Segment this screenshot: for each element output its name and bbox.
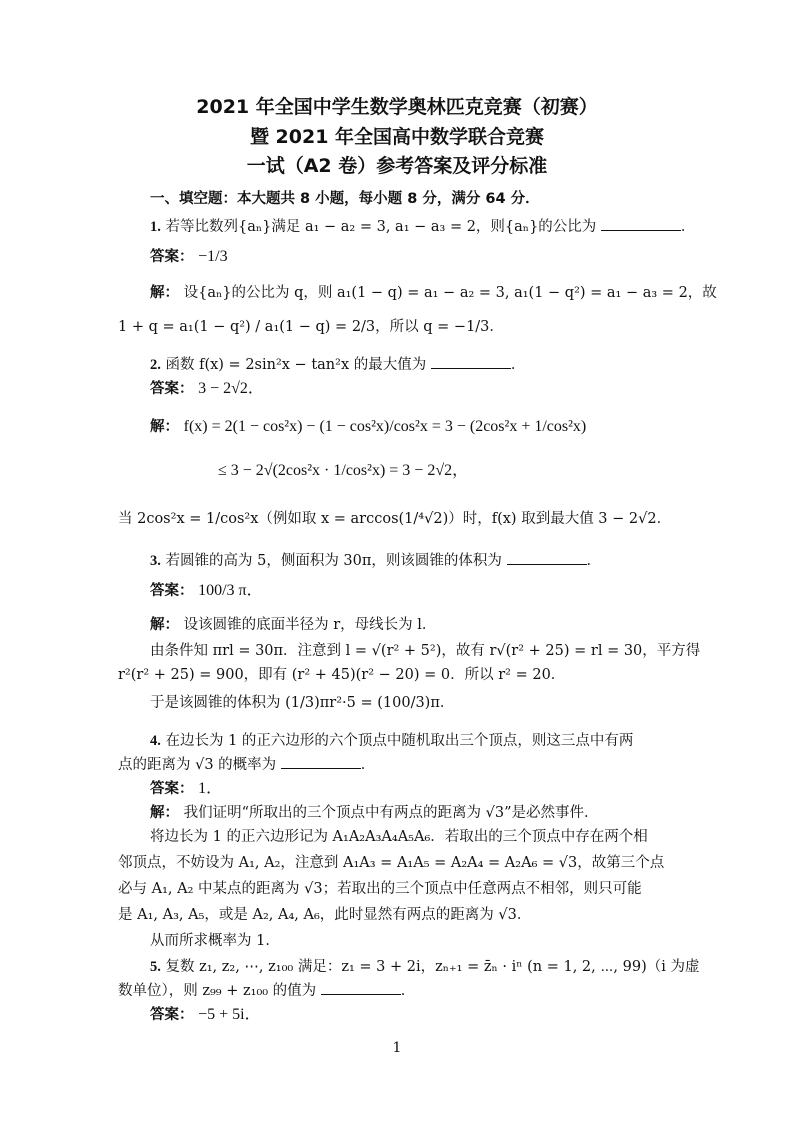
- q3-solution-1: [150, 614, 436, 636]
- q3-solution-3: r²(r² + 25) = 900，即有 (r² + 45)(r² − 20) = 0．所以 r² = 20．: [118, 667, 566, 683]
- q4-solution-4: 必与 A₁, A₂ 中某点的距离为 √3；若取出的三个顶点中任意两点不相邻，则只可能: [118, 881, 642, 897]
- answer-label: 答案：: [150, 381, 194, 397]
- title-line-2: 暨 2021 年全国高中数学联合竞赛: [249, 126, 545, 148]
- answer-label: 答案：: [150, 249, 194, 265]
- q1-answer-line: [150, 246, 228, 268]
- q2-solution-text-2: ≤ 3 − 2√(2cos²x · 1/cos²x) = 3 − 2√2，: [218, 462, 469, 479]
- q5-text-1: 复数 z₁, z₂, ⋯, z₁₀₀ 满足：z₁ = 3 + 2i，zₙ₊₁ = z̄ₙ · iⁿ (n = 1, 2, ⋯, 99)（i 为虚: [165, 959, 700, 975]
- q3-stem: 3. 若圆锥的高为 5，侧面积为 30π，则该圆锥的体积为 ．: [150, 550, 601, 572]
- q4-answer-line: [150, 778, 222, 800]
- solution-label: 解：: [150, 419, 179, 435]
- q4-solution-5: 是 A₁, A₃, A₅，或是 A₂, A₄, A₆，此时显然有两点的距离为 √3．: [118, 907, 532, 923]
- q4-blank: [281, 754, 361, 769]
- q5-number: 5.: [150, 959, 161, 975]
- q4-solution-6: 从而所求概率为 1．: [150, 933, 280, 949]
- solution-label: 解：: [150, 285, 179, 301]
- q4-text-2: 点的距离为 √3 的概率为: [118, 757, 277, 773]
- q4-solution-1: [150, 802, 599, 824]
- q4-stem-1: [150, 730, 633, 752]
- q4-stem-2: 点的距离为 √3 的概率为 ．: [118, 754, 375, 776]
- q2-solution-text-3: 当 2cos²x = 1/cos²x（例如取 x = arccos(1/⁴√2)）时，f(x) 取到最大值 3 − 2√2．: [118, 511, 672, 527]
- q3-solution-2: 由条件知 πrl = 30π．注意到 l = √(r² + 5²)，故有 r√(r² + 25) = rl = 30，平方得: [150, 643, 701, 659]
- q3-solution-4: 于是该圆锥的体积为 (1/3)πr²·5 = (100/3)π．: [150, 695, 455, 711]
- q1-text: 若等比数列{aₙ}满足 a₁ − a₂ = 3, a₁ − a₃ = 2，则{aₙ}的公比为: [165, 219, 597, 235]
- q1-stem: 1. 若等比数列{aₙ}满足 a₁ − a₂ = 3, a₁ − a₃ = 2，则{aₙ}的公比为 ．: [150, 216, 695, 238]
- solution-label: 解：: [150, 805, 179, 821]
- q2-number: 2.: [150, 357, 161, 373]
- q3-answer-line: [150, 580, 263, 602]
- title-line-1: 2021 年全国中学生数学奥林匹克竞赛（初赛）: [196, 96, 598, 118]
- q4-solution-3: 邻顶点，不妨设为 A₁, A₂，注意到 A₁A₃ = A₁A₅ = A₂A₄ = A₂A₆ = √3，故第三个点: [118, 855, 665, 871]
- q3-text: 若圆锥的高为 5，侧面积为 30π，则该圆锥的体积为: [165, 553, 502, 569]
- q2-text: 函数 f(x) = 2sin²x − tan²x 的最大值为: [165, 357, 427, 373]
- q3-answer: 100/3 π．: [198, 582, 263, 599]
- q5-answer-line: [150, 1004, 261, 1026]
- q4-solution-text-1: 我们证明“所取出的三个顶点中有两点的距离为 √3”是必然事件．: [183, 805, 599, 821]
- q1-blank: [601, 216, 681, 231]
- q4-solution-2: 将边长为 1 的正六边形记为 A₁A₂A₃A₄A₅A₆．若取出的三个顶点中存在两个相: [150, 829, 648, 845]
- section-heading: [150, 188, 540, 210]
- section-heading-text: 一、填空题：本大题共 8 小题，每小题 8 分，满分 64 分．: [150, 191, 540, 207]
- solution-label: 解：: [150, 617, 179, 633]
- q4-text-1: 在边长为 1 的正六边形的六个顶点中随机取出三个顶点，则这三点中有两: [165, 733, 634, 749]
- q5-blank: [321, 980, 401, 995]
- q3-blank: [507, 550, 587, 565]
- q5-stem-1: [150, 956, 700, 978]
- q3-solution-text-1: 设该圆锥的底面半径为 r，母线长为 l．: [183, 617, 437, 633]
- q5-text-2: 数单位），则 z₉₉ + z₁₀₀ 的值为: [118, 983, 317, 999]
- answer-label: 答案：: [150, 1007, 194, 1023]
- q2-solution-text-1: f(x) = 2(1 − cos²x) − (1 − cos²x)/cos²x = 3 − (2cos²x + 1/cos²x): [183, 418, 587, 435]
- q5-answer: −5 + 5i．: [198, 1006, 261, 1023]
- q1-answer: −1/3: [198, 248, 228, 265]
- q2-answer: 3 − 2√2．: [198, 380, 264, 397]
- answer-label: 答案：: [150, 781, 194, 797]
- q1-solution-1: [150, 282, 717, 304]
- q2-blank: [431, 354, 511, 369]
- q2-stem: 2. 函数 f(x) = 2sin²x − tan²x 的最大值为 ．: [150, 354, 525, 376]
- title-line-3: 一试（A2 卷）参考答案及评分标准: [246, 155, 548, 177]
- q4-answer: 1．: [198, 780, 223, 797]
- q1-solution-text-1: 设{aₙ}的公比为 q，则 a₁(1 − q) = a₁ − a₂ = 3, a₁(1 − q²) = a₁ − a₃ = 2，故: [183, 285, 717, 301]
- page-number: 1: [392, 1040, 402, 1056]
- q3-number: 3.: [150, 553, 161, 569]
- q1-solution-2: 1 + q = a₁(1 − q²) / a₁(1 − q) = 2/3，所以 q = −1/3．: [118, 319, 504, 335]
- q1-number: 1.: [150, 219, 161, 235]
- q2-solution-1: [150, 416, 586, 438]
- q2-solution-2: [218, 460, 468, 482]
- q2-answer-line: [150, 378, 264, 400]
- answer-label: 答案：: [150, 583, 194, 599]
- q2-solution-3: [118, 508, 671, 530]
- q5-stem-2: 数单位），则 z₉₉ + z₁₀₀ 的值为 ．: [118, 980, 415, 1002]
- q4-number: 4.: [150, 733, 161, 749]
